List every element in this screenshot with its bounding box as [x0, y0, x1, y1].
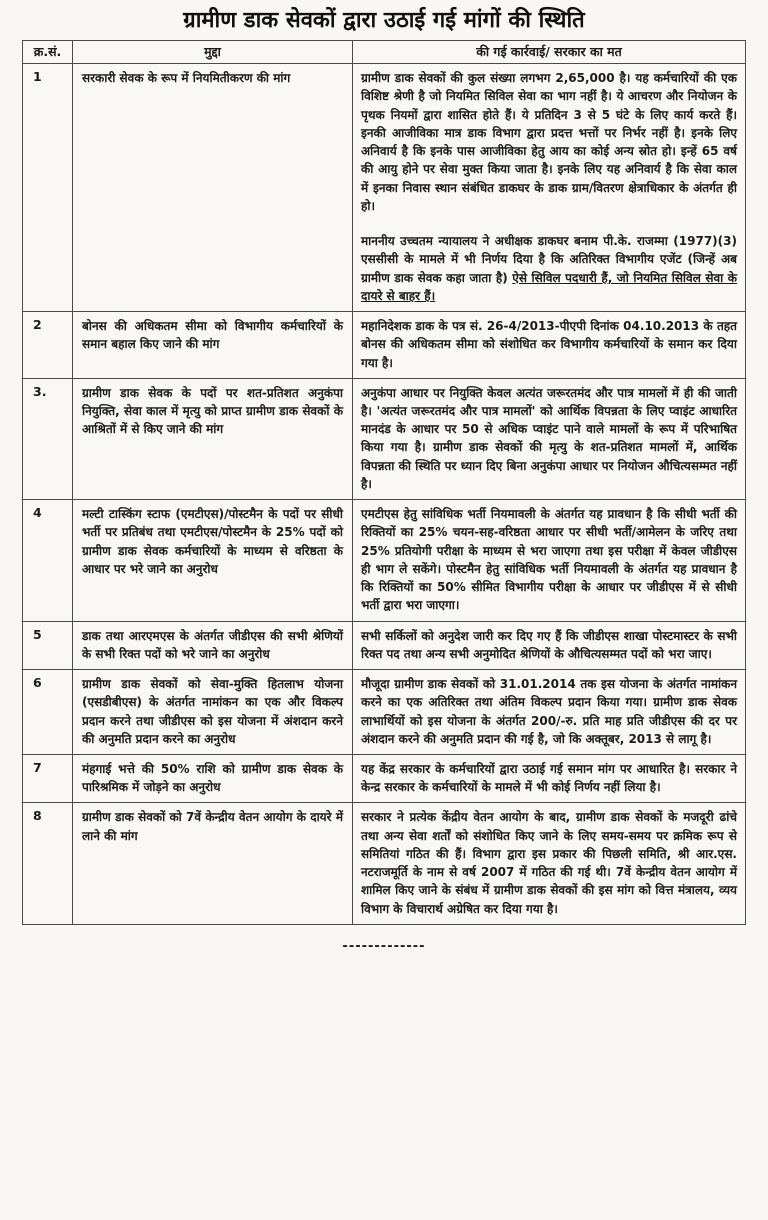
action-cell: मौजूदा ग्रामीण डाक सेवकों को 31.01.2014 तक इस योजना के अंतर्गत नामांकन करने का एक अतिरिक्त तथा अंतिम विकल्प प्रदान किया गया। ग्रामीण डाक सेवक लाभार्थियों को इस योजना के अंतर्गत 200/-रु. प्रति माह प्रति जीडीएस की दर पर अंशदान करने की अनुमति प्रदान की गई है, जो कि अक्तूबर, 2013 से लागू है।: [353, 670, 746, 755]
row-number-cell: 4: [23, 500, 73, 621]
table-row: [23, 312, 746, 379]
action-cell: सभी सर्किलों को अनुदेश जारी कर दिए गए हैं कि जीडीएस शाखा पोस्टमास्टर के सभी रिक्त पद तथा अन्य सभी अनुमोदित श्रेणियों के औचित्यसम्मत पदों को भरा जाए।: [353, 621, 746, 669]
row-number-cell: 3.: [23, 378, 73, 499]
table-header-row: [23, 41, 746, 64]
issue-cell: ग्रामीण डाक सेवक के पदों पर शत-प्रतिशत अनुकंपा नियुक्ति, सेवा काल में मृत्यु को प्राप्त ग्रामीण डाक सेवकों के आश्रितों में से किए जाने की मांग: [73, 378, 353, 499]
issue-cell: बोनस की अधिकतम सीमा को विभागीय कर्मचारियों के समान बहाल किए जाने की मांग: [73, 312, 353, 379]
table-row: [23, 378, 746, 499]
action-text-underlined: ऐसे सिविल पदधारी हैं, जो नियमित सिविल सेवा के दायरे से बाहर हैं।: [361, 270, 737, 303]
issue-cell: डाक तथा आरएमएस के अंतर्गत जीडीएस की सभी श्रेणियों के सभी रिक्त पदों को भरे जाने का अनुरोध: [73, 621, 353, 669]
header-issue: मुद्दा: [73, 41, 353, 64]
issue-cell: ग्रामीण डाक सेवकों को सेवा-मुक्ति हितलाभ योजना (एसडीबीएस) के अंतर्गत नामांकन का एक और विकल्प प्रदान करने तथा जीडीएस को इस योजना में अंशदान करने की अनुमति प्रदान करने का अनुरोध: [73, 670, 353, 755]
row-number-cell: 6: [23, 670, 73, 755]
action-text: माननीय उच्चतम न्यायालय ने अधीक्षक डाकघर बनाम पी.के. राजम्मा (1977)(3) एससीसी के मामले में भी निर्णय दिया है कि अतिरिक्त विभागीय एजेंट (जिन्हें अब ग्रामीण डाक सेवक कहा जाता है): [361, 234, 737, 285]
row-number-cell: 2: [23, 312, 73, 379]
issue-cell: ग्रामीण डाक सेवकों को 7वें केन्द्रीय वेतन आयोग के दायरे में लाने की मांग: [73, 803, 353, 924]
action-cell: सरकार ने प्रत्येक केंद्रीय वेतन आयोग के बाद, ग्रामीण डाक सेवकों के मजदूरी ढांचे तथा अन्य सेवा शर्तों को संशोधित किए जाने के लिए समय-समय पर क्रमिक रूप से समितियां गठित की हैं। विभाग द्वारा इस प्रकार की पिछली समिति, श्री आर.एस. नटराजमूर्ति के नाम से वर्ष 2007 में गठित की गई थी। 7वें केन्द्रीय वेतन आयोग में शामिल किए जाने के संबंध में ग्रामीण डाक सेवकों की इस मांग को वित्त मंत्रालय, व्यय विभाग के विचारार्थ अग्रेषित कर दिया गया है।: [353, 803, 746, 924]
issue-cell: मंहगाई भत्ते की 50% राशि को ग्रामीण डाक सेवक के पारिश्रमिक में जोड़ने का अनुरोध: [73, 754, 353, 802]
header-action-taken: की गई कार्रवाई/ सरकार का मत: [353, 41, 746, 64]
action-paragraph: [361, 232, 737, 305]
footer-dashes: -------------: [342, 938, 426, 954]
table-row: [23, 500, 746, 621]
table-row: [23, 64, 746, 312]
table-row: [23, 670, 746, 755]
header-serial-number: क्र.सं.: [23, 41, 73, 64]
issue-cell: सरकारी सेवक के रूप में नियमितीकरण की मांग: [73, 64, 353, 312]
action-cell: महानिदेशक डाक के पत्र सं. 26-4/2013-पीएपी दिनांक 04.10.2013 के तहत बोनस की अधिकतम सीमा को संशोधित कर विभागीय कर्मचारियों के समान कर दिया गया है।: [353, 312, 746, 379]
action-cell: यह केंद्र सरकार के कर्मचारियों द्वारा उठाई गई समान मांग पर आधारित है। सरकार ने केन्द्र सरकार के कर्मचारियों के मामले में भी कोई निर्णय नहीं लिया है।: [353, 754, 746, 802]
row-number-cell: 5: [23, 621, 73, 669]
demands-status-table: [22, 40, 746, 925]
action-cell: अनुकंपा आधार पर नियुक्ति केवल अत्यंत जरूरतमंद और पात्र मामलों में ही की जाती है। 'अत्यंत जरूरतमंद और पात्र मामलों' को आर्थिक विपन्नता के लिए प्वाइंट आधारित मानदंड के आधार पर 50 से अधिक प्वाइंट पाने वाले मामलों के रूप में परिभाषित किया गया है। ग्रामीण डाक सेवकों की मृत्यु के शत-प्रतिशत मामलों में, आर्थिक विपन्नता की स्थिति पर ध्यान दिए बिना अनुकंपा आधार पर नियोजन औचित्यसम्मत नहीं है।: [353, 378, 746, 499]
issue-cell: मल्टी टास्किंग स्टाफ (एमटीएस)/पोस्टमैन के पदों पर सीधी भर्ती पर प्रतिबंध तथा एमटीएस/पोस्टमैन के 25% पदों को ग्रामीण डाक सेवक कर्मचारियों के माध्यम से वरिष्ठता के आधार पर भरे जाने का अनुरोध: [73, 500, 353, 621]
action-paragraph: ग्रामीण डाक सेवकों की कुल संख्या लगभग 2,65,000 है। यह कर्मचारियों की एक विशिष्ट श्रेणी है जो नियमित सिविल सेवा का भाग नहीं है। ये आचरण और नियोजन के पृथक नियमों द्वारा शासित होते हैं। ये प्रतिदिन 3 से 5 घंटे के लिए कार्य करते हैं। इनकी आजीविका मात्र डाक विभाग द्वारा प्रदत्त भत्तों पर निर्भर नहीं है। इनके लिए अनिवार्य है कि इनके पास आजीविका हेतु आय का कोई अन्य स्रोत हो। इन्हें 65 वर्ष की आयु होने पर सेवा मुक्त किया जाता है। इनके लिए यह अनिवार्य है कि सेवा काल में इनका निवास स्थान संबंधित डाकघर के डाक ग्राम/वितरण क्षेत्राधिकार के अंतर्गत ही हो।: [361, 71, 737, 213]
page-title: ग्रामीण डाक सेवकों द्वारा उठाई गई मांगों की स्थिति: [183, 8, 585, 33]
table-row: [23, 621, 746, 669]
row-number-cell: 1: [23, 64, 73, 312]
table-row: [23, 803, 746, 924]
row-number-cell: 7: [23, 754, 73, 802]
action-cell: [353, 64, 746, 312]
table-row: [23, 754, 746, 802]
row-number-cell: 8: [23, 803, 73, 924]
action-cell: एमटीएस हेतु सांविधिक भर्ती नियमावली के अंतर्गत यह प्रावधान है कि सीधी भर्ती की रिक्तियों का 25% चयन-सह-वरिष्ठता आधार पर सीधी भर्ती/आमेलन के जरिए तथा 25% प्रतियोगी परीक्षा के माध्यम से भरा जाएगा तथा इस परीक्षा में केवल जीडीएस ही भाग ले सकेंगे। पोस्टमैन हेतु सांविधिक भर्ती नियमावली के अंतर्गत यह प्रावधान है कि रिक्तियों का 50% सीमित विभागीय परीक्षा के आधार पर जीडीएस में से सीधी भर्ती द्वारा भरा जाएगा।: [353, 500, 746, 621]
